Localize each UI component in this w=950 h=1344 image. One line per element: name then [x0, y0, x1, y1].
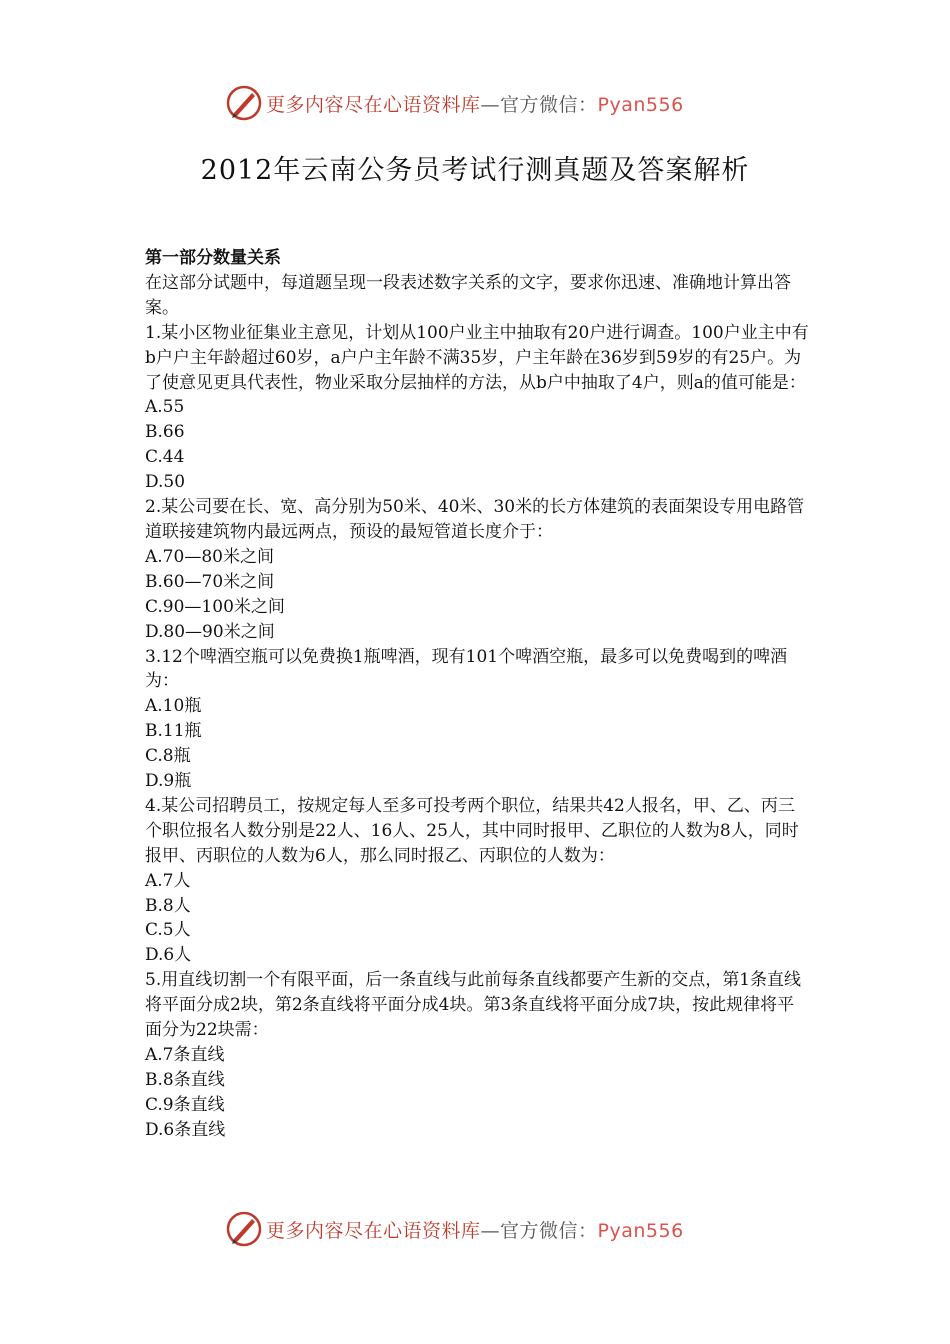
option-item: C.90—100米之间 — [145, 596, 285, 617]
option-item: A.7人 — [145, 870, 191, 891]
banner-dash: — — [480, 93, 501, 116]
question-text: 1.某小区物业征集业主意见，计划从100户业主中抽取有20户进行调查。100户业主中有b户户主年龄超过60岁，a户户主年龄不满35岁，户主年龄在36岁到59岁的有25户。为了使意见更具代表性，物业采取分层抽样的方法，从b户中抽取了4户，则a的值可能是： — [145, 322, 809, 393]
question-text: 3.12个啤酒空瓶可以免费换1瓶啤酒，现有101个啤酒空瓶，最多可以免费喝到的啤酒为： — [145, 646, 788, 692]
pen-logo-icon — [226, 1211, 262, 1247]
option-item: B.11瓶 — [145, 721, 202, 742]
section-intro: 在这部分试题中，每道题呈现一段表述数字关系的文字，要求你迅速、准确地计算出答案。 — [145, 272, 791, 318]
question-text: 5.用直线切割一个有限平面，后一条直线与此前每条直线都要产生新的交点，第1条直线将平面分成2块，第2条直线将平面分成4块。第3条直线将平面分成7块，按此规律将平面分为22块需： — [145, 970, 802, 1041]
option-item: B.60—70米之间 — [145, 571, 275, 592]
banner-wechat-id: Pyan556 — [597, 1219, 684, 1242]
banner-wechat-label: 官方微信： — [500, 93, 598, 116]
question-text: 2.某公司要在长、宽、高分别为50米、40米、30米的长方体建筑的表面架设专用电路管道联接建筑物内最远两点，预设的最短管道长度介于： — [145, 497, 805, 542]
banner-wechat-id: Pyan556 — [597, 93, 684, 116]
question-text: 4.某公司招聘员工，按规定每人至多可投考两个职位，结果共42人报名，甲、乙、丙三个职位报名人数分别是22人、16人、25人，其中同时报甲、乙职位的人数为8人，同时报甲、丙职位的人数为6人，那么同时报乙、丙职位的人数为： — [145, 795, 799, 866]
option-item: C.44 — [145, 447, 185, 468]
document-title: 2012年云南公务员考试行测真题及答案解析 — [200, 155, 750, 186]
footer-banner — [226, 1211, 726, 1247]
option-item: C.9条直线 — [145, 1094, 225, 1115]
option-item: B.66 — [145, 422, 185, 443]
document-body — [145, 246, 810, 1143]
header-banner — [226, 85, 726, 121]
pen-logo-icon — [226, 85, 262, 121]
option-item: B.8人 — [145, 895, 191, 916]
option-item: D.9瓶 — [145, 771, 192, 792]
option-item: C.8瓶 — [145, 746, 191, 767]
option-item: B.8条直线 — [145, 1069, 225, 1090]
option-item: D.80—90米之间 — [145, 621, 275, 642]
section-heading: 第一部分数量关系 — [145, 248, 281, 268]
banner-wechat-label: 官方微信： — [500, 1219, 598, 1242]
option-item: A.55 — [145, 397, 185, 418]
option-item: D.6人 — [145, 945, 192, 966]
option-item: C.5人 — [145, 920, 191, 941]
option-item: D.50 — [145, 472, 186, 493]
banner-main-text: 更多内容尽在心语资料库 — [266, 93, 481, 116]
option-item: A.7条直线 — [145, 1045, 225, 1065]
option-item: D.6条直线 — [145, 1119, 226, 1140]
banner-main-text: 更多内容尽在心语资料库 — [266, 1219, 481, 1242]
option-item: A.70—80米之间 — [145, 546, 274, 567]
option-item: A.10瓶 — [145, 696, 202, 717]
banner-dash: — — [480, 1219, 501, 1242]
